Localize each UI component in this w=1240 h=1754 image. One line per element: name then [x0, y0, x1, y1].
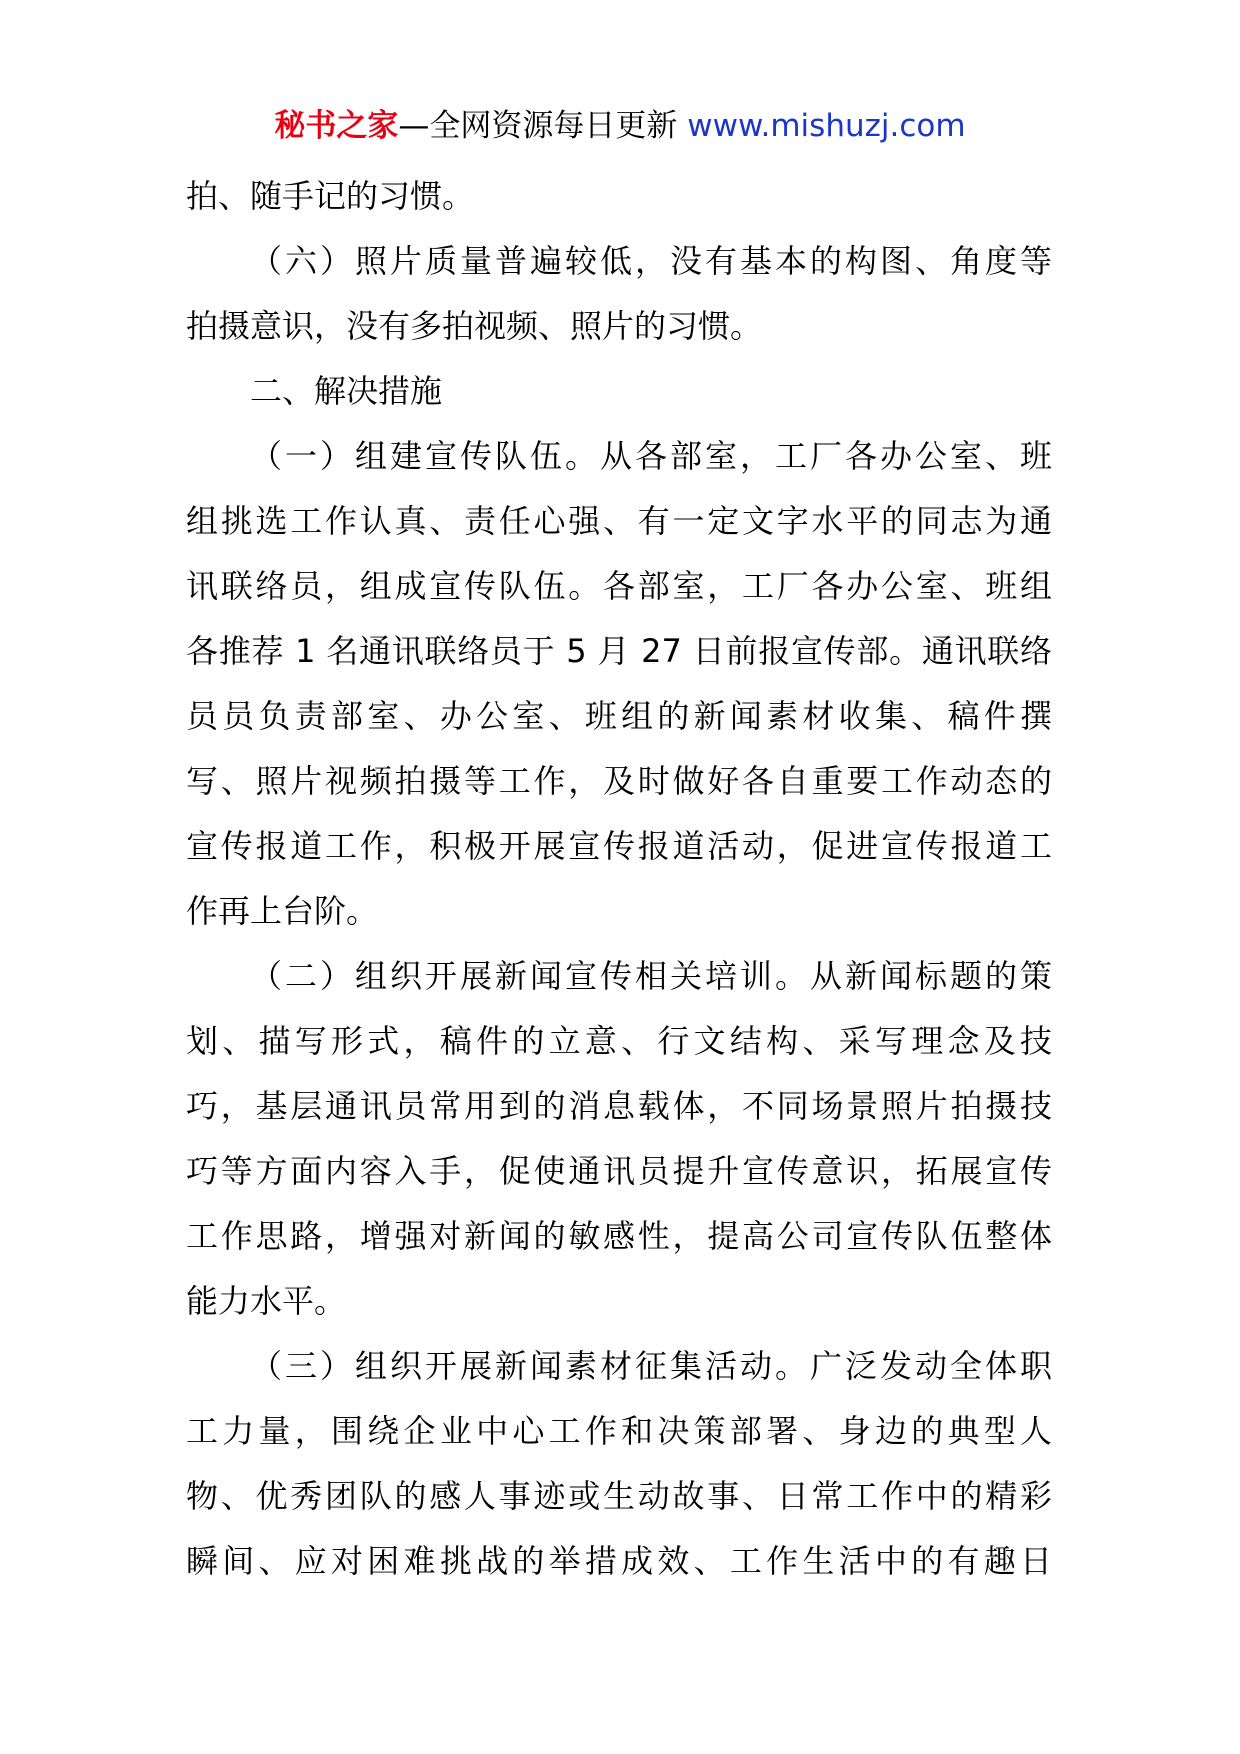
text-line: 宣传报道工作，积极开展宣传报道活动，促进宣传报道工 — [186, 827, 1052, 865]
text-line: 组挑选工作认真、责任心强、有一定文字水平的同志为通 — [186, 502, 1052, 540]
text-line: （三）组织开展新闻素材征集活动。广泛发动全体职 — [250, 1347, 1052, 1385]
text-line: 物、优秀团队的感人事迹或生动故事、日常工作中的精彩 — [186, 1477, 1052, 1515]
text-line: 瞬间、应对困难挑战的举措成效、工作生活中的有趣日 — [186, 1542, 1052, 1580]
text-line: （一）组建宣传队伍。从各部室，工厂各办公室、班 — [250, 437, 1052, 475]
page-header — [0, 104, 1240, 148]
header-slogan: —全网资源每日更新 — [398, 108, 688, 144]
text-line: 拍、随手记的习惯。 — [186, 177, 475, 215]
text-line: 划、描写形式，稿件的立意、行文结构、采写理念及技 — [186, 1022, 1052, 1060]
text-line: 各推荐 1 名通讯联络员于 5 月 27 日前报宣传部。通讯联络 — [186, 632, 1052, 670]
text-line: 讯联络员，组成宣传队伍。各部室，工厂各办公室、班组 — [186, 567, 1052, 605]
text-line: （六）照片质量普遍较低，没有基本的构图、角度等 — [250, 242, 1052, 280]
text-line: 员员负责部室、办公室、班组的新闻素材收集、稿件撰 — [186, 697, 1052, 735]
text-line: （二）组织开展新闻宣传相关培训。从新闻标题的策 — [250, 957, 1052, 995]
header-url-link[interactable]: www.mishuzj.com — [687, 108, 966, 144]
text-line: 巧等方面内容入手，促使通讯员提升宣传意识，拓展宣传 — [186, 1152, 1052, 1190]
section-heading: 二、解决措施 — [250, 372, 443, 410]
text-line: 巧，基层通讯员常用到的消息载体，不同场景照片拍摄技 — [186, 1087, 1052, 1125]
text-line: 能力水平。 — [186, 1282, 347, 1320]
text-line: 写、照片视频拍摄等工作，及时做好各自重要工作动态的 — [186, 762, 1052, 800]
document-body — [186, 164, 1052, 1594]
text-line: 拍摄意识，没有多拍视频、照片的习惯。 — [186, 307, 763, 345]
text-line: 工力量，围绕企业中心工作和决策部署、身边的典型人 — [186, 1412, 1052, 1450]
header-brand: 秘书之家 — [274, 108, 399, 144]
text-line: 工作思路，增强对新闻的敏感性，提高公司宣传队伍整体 — [186, 1217, 1052, 1255]
text-line: 作再上台阶。 — [186, 892, 379, 930]
